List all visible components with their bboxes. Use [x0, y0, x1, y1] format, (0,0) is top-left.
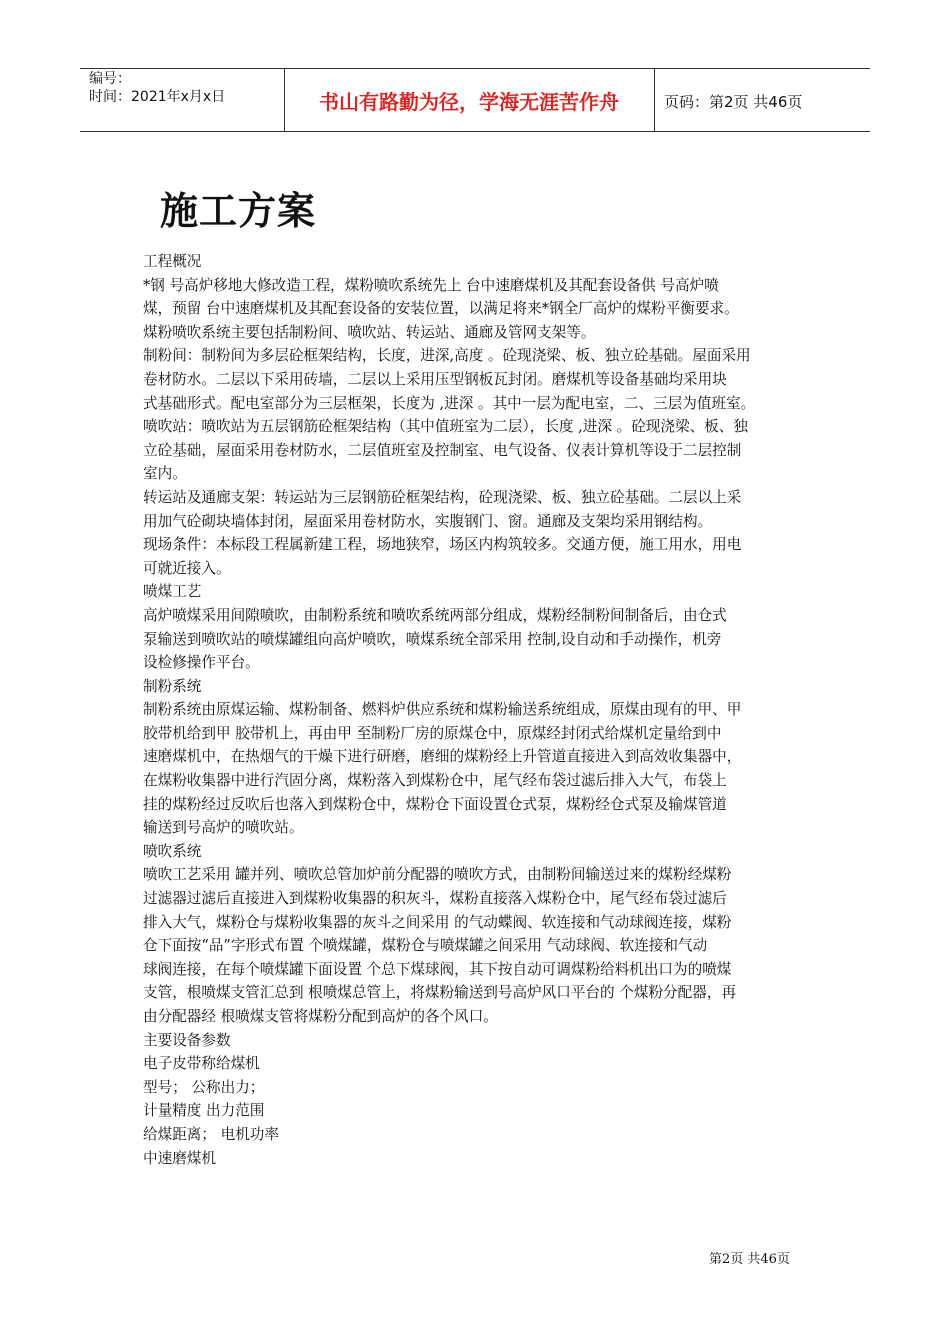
text-line: 制粉系统: [143, 677, 202, 695]
text-line: 煤，预留 台中速磨煤机及其配套设备的安装位置，以满足将来*钢全厂高炉的煤粉平衡要求。: [143, 300, 739, 318]
document-title: 施工方案: [160, 189, 317, 233]
header-meta: [80, 69, 285, 131]
number-label: 编号：: [89, 71, 131, 87]
text-line: 高炉喷煤采用间隙喷吹，由制粉系统和喷吹系统两部分组成，煤粉经制粉间制备后，由仓式: [143, 606, 727, 624]
text-line: 可就近接入。: [143, 559, 231, 577]
text-line: *钢 号高炉移地大修改造工程，煤粉喷吹系统先上 台中速磨煤机及其配套设备供 号高炉喷: [143, 276, 719, 294]
text-line: 过滤器过滤后直接进入到煤粉收集器的积灰斗，煤粉直接落入煤粉仓中，尾气经布袋过滤后: [143, 890, 727, 908]
text-line: 型号； 公称出力；: [143, 1078, 265, 1096]
text-line: 煤粉喷吹系统主要包括制粉间、喷吹站、转运站、通廊及管网支架等。: [143, 323, 596, 341]
document-body: [143, 250, 811, 1170]
text-line: 胶带机给到甲 胶带机上，再由甲 至制粉厂房的原煤仓中，原煤经封闭式给煤机定量给到中: [143, 724, 722, 742]
text-line: 制粉系统由原煤运输、煤粉制备、燃料炉供应系统和煤粉输送系统组成，原煤由现有的甲、甲: [143, 701, 742, 719]
text-line: 室内。: [143, 465, 187, 483]
text-line: 现场条件：本标段工程属新建工程，场地狭窄，场区内构筑较多。交通方便，施工用水，用电: [143, 536, 742, 554]
page-label: 页码：第2页 共46页: [664, 93, 803, 111]
text-line: 仓下面按“品”字形式布置 个喷煤罐，煤粉仓与喷煤罐之间采用 气动球阀、软连接和气动: [143, 937, 708, 955]
text-line: 电子皮带称给煤机: [143, 1055, 260, 1073]
text-line: 球阀连接，在每个喷煤罐下面设置 个总下煤球阀，其下按自动可调煤粉给料机出口为的喷煤: [143, 960, 732, 978]
text-line: 转运站及通廊支架：转运站为三层钢筋砼框架结构，砼现浇梁、板、独立砼基础。二层以上采: [143, 488, 742, 506]
motto: 书山有路勤为径，学海无涯苦作舟: [284, 69, 655, 131]
text-line: 喷吹工艺采用 罐并列、喷吹总管加炉前分配器的喷吹方式，由制粉间输送过来的煤粉经煤粉: [143, 866, 732, 884]
page-header: [80, 68, 870, 132]
text-line: 制粉间：制粉间为多层砼框架结构，长度，进深,高度 。砼现浇梁、板、独立砼基础。屋面采用: [143, 347, 751, 365]
text-line: 主要设备参数: [143, 1031, 231, 1049]
text-line: 输送到号高炉的喷吹站。: [143, 819, 304, 837]
text-line: 喷吹站：喷吹站为五层钢筋砼框架结构（其中值班室为二层），长度 ,进深 。砼现浇梁、板、独: [143, 418, 748, 436]
text-line: 卷材防水。二层以下采用砖墙，二层以上采用压型钢板瓦封闭。磨煤机等设备基础均采用块: [143, 370, 727, 388]
date-label: 时间：2021年x月x日: [89, 89, 226, 105]
text-line: 挂的煤粉经过反吹后也落入到煤粉仓中，煤粉仓下面设置仓式泵，煤粉经仓式泵及输煤管道: [143, 795, 727, 813]
text-line: 速磨煤机中，在热烟气的干燥下进行研磨，磨细的煤粉经上升管道直接进入到高效收集器中，: [143, 748, 742, 766]
text-line: 式基础形式。配电室部分为三层框架，长度为 ,进深 。其中一层为配电室，二、三层为值班室。: [143, 394, 756, 412]
text-line: 排入大气，煤粉仓与煤粉收集器的灰斗之间采用 的气动蝶阀、软连接和气动球阀连接，煤粉: [143, 913, 732, 931]
text-line: 设检修操作平台。: [143, 654, 260, 672]
text-line: 喷煤工艺: [143, 583, 202, 601]
text-line: 中速磨煤机: [143, 1149, 216, 1167]
text-line: 计量精度 出力范围: [143, 1102, 265, 1120]
text-line: 由分配器经 根喷煤支管将煤粉分配到高炉的各个风口。: [143, 1008, 498, 1025]
text-line: 立砼基础，屋面采用卷材防水，二层值班室及控制室、电气设备、仪表计算机等设于二层控制: [143, 441, 742, 459]
text-line: 泵输送到喷吹站的喷煤罐组向高炉喷吹，喷煤系统全部采用 控制,设自动和手动操作，机旁: [143, 630, 722, 648]
page-footer: 第2页 共46页: [709, 1252, 790, 1267]
text-line: 喷吹系统: [143, 842, 202, 860]
text-line: 用加气砼砌块墙体封闭，屋面采用卷材防水，实腹钢门、窗。通廊及支架均采用钢结构。: [143, 512, 713, 530]
text-line: 给煤距离； 电机功率: [143, 1125, 279, 1143]
text-line: 工程概况: [143, 253, 202, 270]
text-line: 支管，根喷煤支管汇总到 根喷煤总管上，将煤粉输送到号高炉风口平台的 个煤粉分配器，再: [143, 984, 737, 1002]
text-line: 在煤粉收集器中进行汽固分离，煤粉落入到煤粉仓中，尾气经布袋过滤后排入大气，布袋上: [143, 772, 727, 790]
